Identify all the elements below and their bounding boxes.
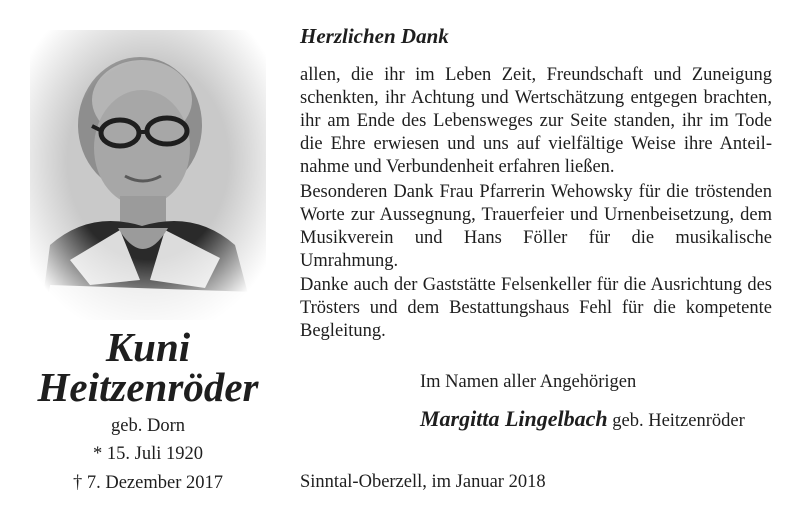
deceased-first-name: Kuni	[105, 324, 191, 370]
born-name: geb. Dorn	[111, 416, 185, 436]
family-line: Im Namen aller Angehörigen	[420, 372, 637, 392]
signature	[420, 406, 745, 432]
deceased-last-name: Heitzenröder	[37, 364, 259, 410]
thanks-paragraph: Besonderen Dank Frau Pfarrerin Wehowsky für die tröstenden Worte zur Aussegnung, Trauerfeier und Urnenbeisetzung, dem Musikverein und Hans Föller für die musikalische Umrahmung.	[300, 182, 772, 271]
notice-title: Herzlichen Dank	[300, 24, 449, 48]
portrait-photo	[30, 30, 266, 320]
signer-born-name: geb. Heitzenröder	[612, 411, 745, 431]
death-date: † 7. Dezember 2017	[72, 473, 223, 493]
thanks-paragraph: allen, die ihr im Leben Zeit, Freundschaft und Zuneigung schenkten, ihr Achtung und Wertschätzung entgegen brachten, ihr am Ende des Lebensweges zur Seite standen, ihr im Tode die Ehre erwiesen und uns auf vielfältige Weise ihre Anteilnahme und Verbundenheit erfahren ließen.	[300, 65, 772, 177]
signer-name: Margitta Lingelbach	[420, 406, 608, 431]
thanks-paragraph: Danke auch der Gaststätte Felsenkeller für die Ausrichtung des Trösters und dem Bestattungshaus Fehl für die kompetente Begleitung.	[300, 275, 772, 341]
birth-date: * 15. Juli 1920	[93, 444, 203, 464]
place-date: Sinntal-Oberzell, im Januar 2018	[300, 472, 546, 492]
